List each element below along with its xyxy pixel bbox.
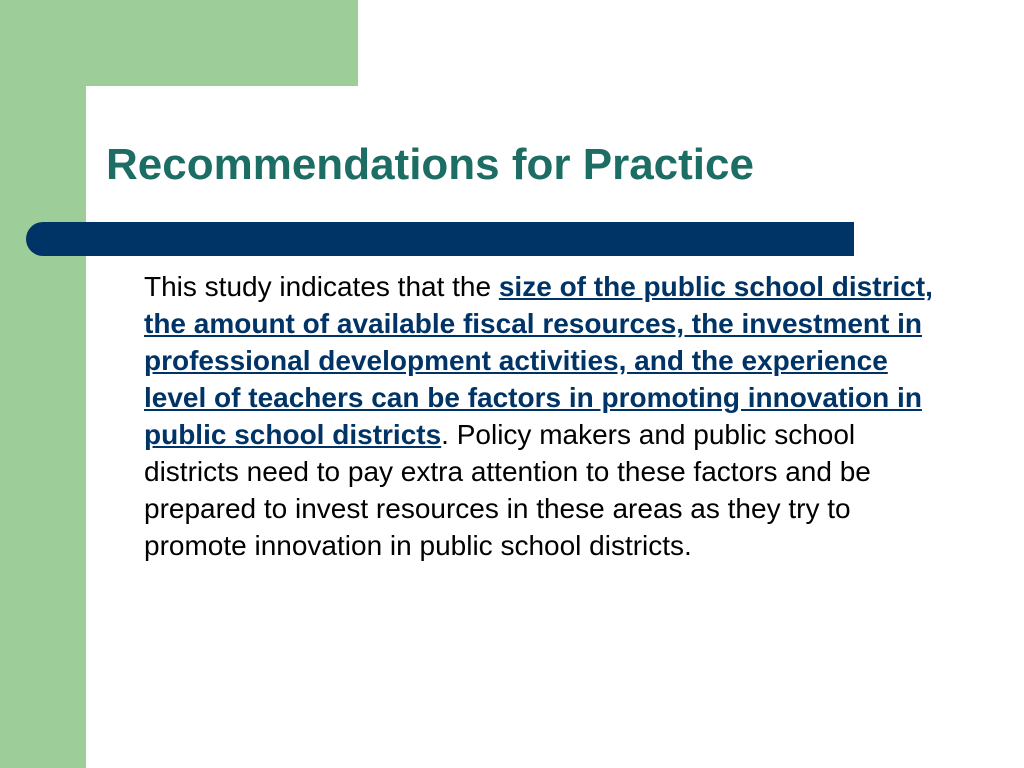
title-divider-bar	[26, 222, 854, 256]
slide-title: Recommendations for Practice	[106, 140, 754, 189]
body-intro: This study indicates that the	[144, 271, 499, 302]
body-conclusion: . Policy makers and public school districts need to pay extra attention to these factors and be prepared to invest resources in these areas as they try to promote innovation in public school districts.	[144, 419, 871, 561]
green-side-bar	[0, 0, 86, 768]
body-paragraph	[144, 268, 944, 564]
body-highlighted-factors: size of the public school district, the amount of available fiscal resources, the investment in professional development activities, and the experience level of teachers can be factors in promoting innovation in public school districts	[144, 271, 933, 450]
